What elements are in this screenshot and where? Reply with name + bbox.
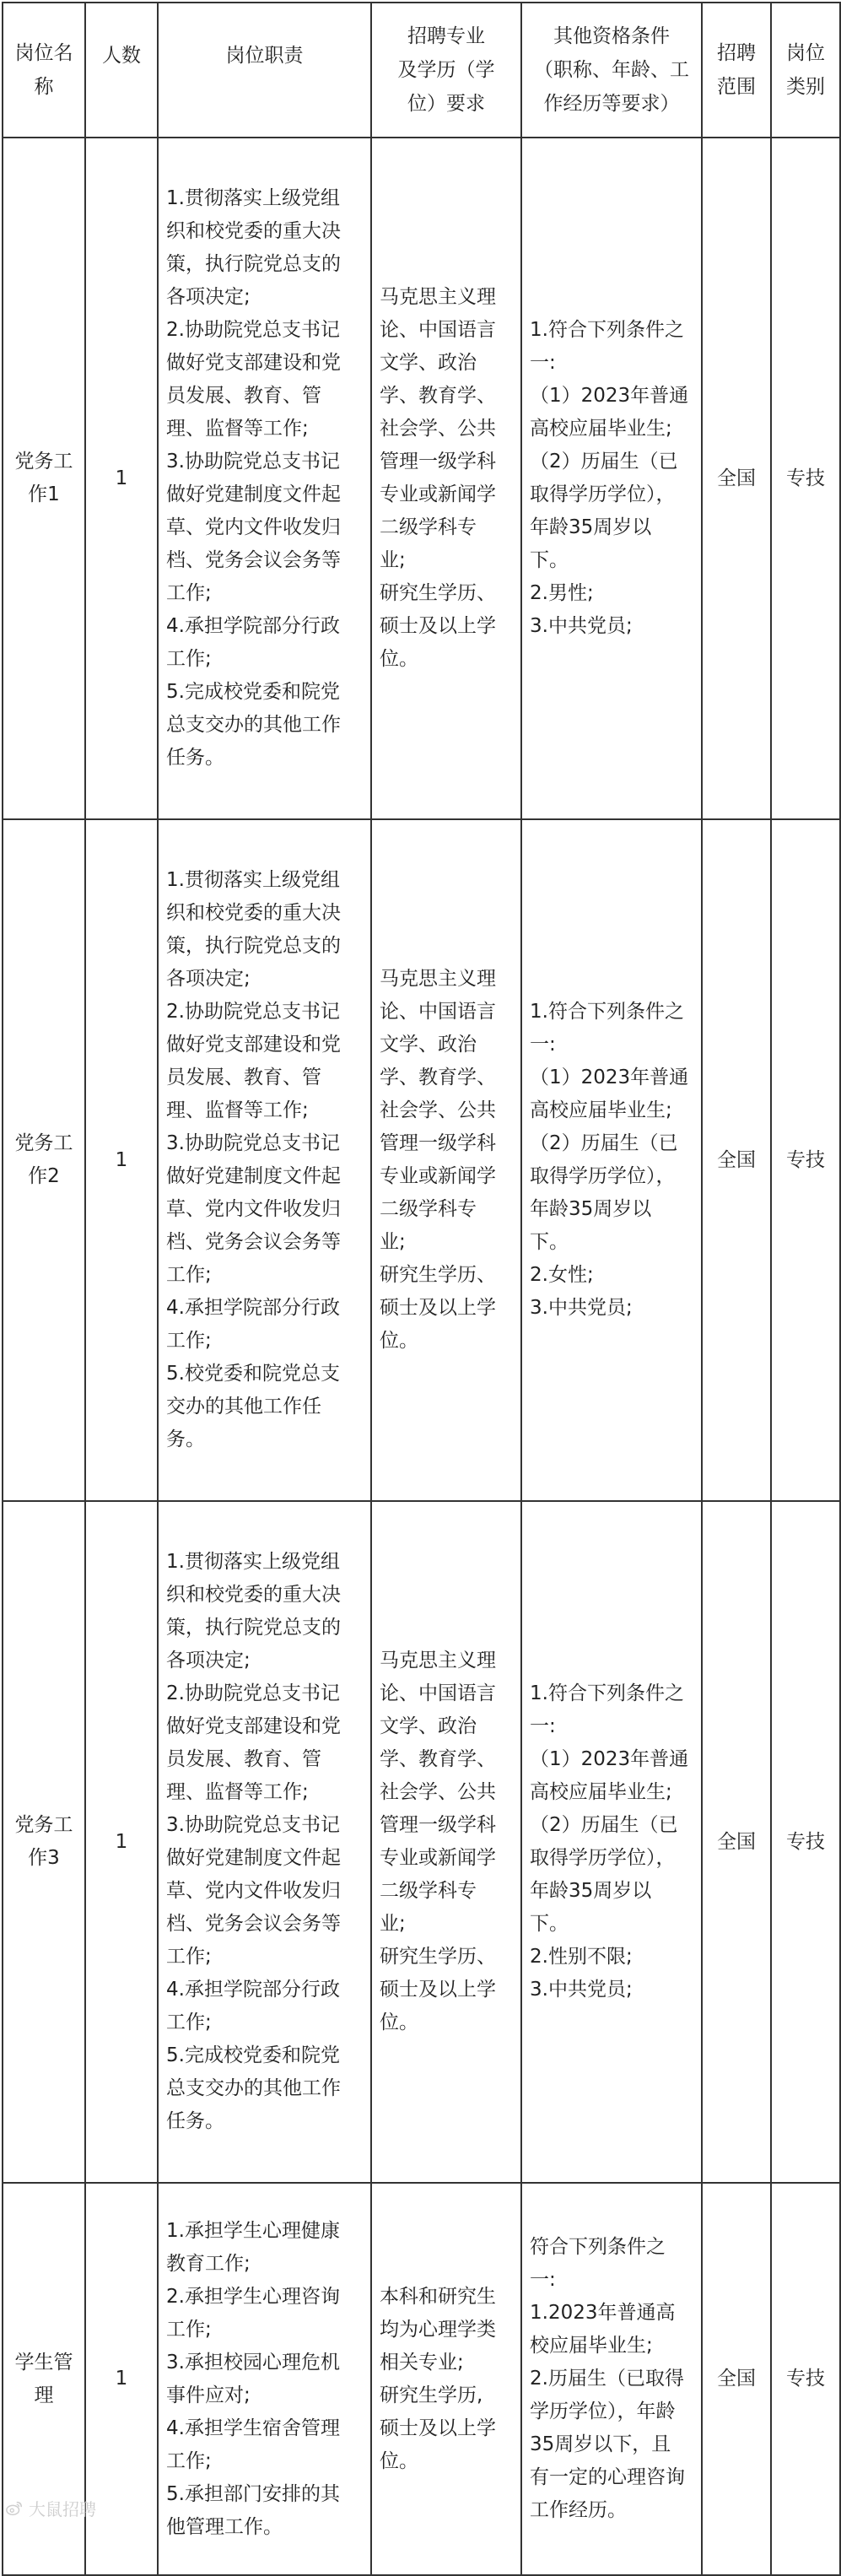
cell-text-line: 3.中共党员; <box>530 1979 633 2001</box>
cell-text-line: 3.中共党员; <box>530 1297 633 1319</box>
cell-text-line: 总支交办的其他工作 <box>166 714 341 736</box>
cell-text-line: 档、党务会议会务等 <box>166 549 341 571</box>
cell-text-line: 2.性别不限; <box>530 1946 633 1968</box>
type-cell: 专技 <box>771 1501 840 2183</box>
cell-text-line: 社会学、公共 <box>380 1099 496 1121</box>
cell-text-line: 二级学科专 <box>380 1880 477 1902</box>
scope-cell: 全国 <box>702 819 771 1501</box>
weibo-logo-icon <box>5 2499 24 2518</box>
table-row <box>3 1501 840 2183</box>
table-header-row <box>3 3 840 138</box>
watermark <box>5 2496 96 2520</box>
cell-text-line: 档、党务会议会务等 <box>166 1913 341 1935</box>
cell-text-line: 任务。 <box>166 2110 224 2132</box>
cell-text-line: 5.完成校党委和院党 <box>166 2044 340 2066</box>
cell-text-line: 3.协助院党总支书记 <box>166 451 340 473</box>
cell-text-line: 事件应对; <box>166 2384 251 2406</box>
type-cell: 专技 <box>771 138 840 819</box>
cell-text-line: 做好党建制度文件起 <box>166 1847 341 1869</box>
cell-text-line: 1.贯彻落实上级党组 <box>166 1551 340 1573</box>
qualifications-cell <box>521 1501 702 2183</box>
cell-text-line: 草、党内文件收发归 <box>166 1880 341 1902</box>
cell-text-line: （2）历届生（已 <box>530 1814 678 1836</box>
table-row <box>3 138 840 819</box>
cell-text-line: 位。 <box>380 648 418 670</box>
cell-text-line: 1.2023年普通高 <box>530 2302 676 2324</box>
cell-text-line: 位。 <box>380 2012 418 2033</box>
cell-text-line: 管理一级学科 <box>380 1814 496 1836</box>
cell-text-line: 策，执行院党总支的 <box>166 1617 341 1639</box>
header-recruit-scope <box>702 3 771 138</box>
cell-text-line: 教育工作; <box>166 2252 251 2275</box>
cell-text-line: 3.承担校园心理危机 <box>166 2351 340 2373</box>
scope-cell: 全国 <box>702 2183 771 2575</box>
cell-text-line: 作3 <box>28 1847 60 1869</box>
position-name-cell <box>3 1501 85 2183</box>
cell-text-line: 均为心理学类 <box>380 2318 496 2341</box>
cell-text-line: 取得学历学位）， <box>530 1847 676 1869</box>
cell-text-line: 年龄35周岁以 <box>530 516 652 538</box>
cell-text-line: 3.协助院党总支书记 <box>166 1132 340 1154</box>
cell-text-line: 工作经历。 <box>530 2499 627 2521</box>
cell-text-line: 二级学科专 <box>380 1198 477 1220</box>
position-name-cell <box>3 819 85 1501</box>
headcount-cell: 1 <box>85 2183 158 2575</box>
cell-text-line: 学、教育学、 <box>380 1067 496 1088</box>
cell-text-line: 管理一级学科 <box>380 1132 496 1154</box>
cell-text-line: 一: <box>530 1034 556 1056</box>
cell-text-line: 文学、政治 <box>380 352 477 374</box>
cell-text-line: 4.承担学生宿舍管理 <box>166 2417 340 2439</box>
major-cell <box>371 138 521 819</box>
cell-text-line: （1）2023年普通 <box>530 1067 689 1088</box>
cell-text-line: 做好党建制度文件起 <box>166 1165 341 1187</box>
cell-text-line: 1.贯彻落实上级党组 <box>166 869 340 891</box>
watermark-text: 大鼠招聘 <box>29 2499 96 2519</box>
cell-text-line: 党务工 <box>14 451 73 473</box>
cell-text-line: 1.符合下列条件之 <box>530 1001 684 1023</box>
cell-text-line: 作2 <box>28 1165 60 1187</box>
cell-text-line: 他管理工作。 <box>166 2515 283 2538</box>
cell-text-line: 一: <box>530 1715 556 1737</box>
cell-text-line: 岗位职责 <box>225 45 304 67</box>
cell-text-line: 工作; <box>166 2012 212 2033</box>
scope-cell: 全国 <box>702 1501 771 2183</box>
recruitment-table <box>2 2 841 2576</box>
cell-text-line: 人数 <box>102 45 141 67</box>
header-position-name <box>3 3 85 138</box>
cell-text-line: 高校应届毕业生; <box>530 1099 672 1121</box>
header-other-qualifications <box>521 3 702 138</box>
duties-cell <box>158 1501 371 2183</box>
cell-text-line: 2.承担学生心理咨询 <box>166 2285 340 2308</box>
cell-text-line: 档、党务会议会务等 <box>166 1231 341 1253</box>
cell-text-line: 任务。 <box>166 747 224 769</box>
cell-text-line: 下。 <box>530 1231 569 1253</box>
header-position-type <box>771 3 840 138</box>
qualifications-cell <box>521 138 702 819</box>
major-cell <box>371 1501 521 2183</box>
cell-text-line: 硕士及以上学 <box>380 2417 496 2439</box>
cell-text-line: 及学历（学 <box>397 59 495 81</box>
cell-text-line: 一: <box>530 352 556 374</box>
cell-text-line: 35周岁以下，且 <box>530 2433 671 2455</box>
cell-text-line: 工作; <box>166 582 212 604</box>
cell-text-line: 年龄35周岁以 <box>530 1198 652 1220</box>
cell-text-line: 位）要求 <box>407 93 485 115</box>
cell-text-line: 2.协助院党总支书记 <box>166 1682 340 1704</box>
cell-text-line: 取得学历学位）， <box>530 483 676 505</box>
cell-text-line: 各项决定; <box>166 1650 251 1671</box>
header-major-education <box>371 3 521 138</box>
cell-text-line: 工作; <box>166 2318 212 2341</box>
cell-text-line: 专业或新闻学 <box>380 483 496 505</box>
cell-text-line: 研究生学历、 <box>380 1264 496 1286</box>
cell-text-line: 织和校党委的重大决 <box>166 220 341 242</box>
cell-text-line: （2）历届生（已 <box>530 1132 678 1154</box>
cell-text-line: 3.协助院党总支书记 <box>166 1814 340 1836</box>
cell-text-line: 工作; <box>166 1330 212 1352</box>
cell-text-line: 业; <box>380 549 406 571</box>
cell-text-line: 策，执行院党总支的 <box>166 935 341 957</box>
position-name-cell <box>3 138 85 819</box>
cell-text-line: 4.承担学院部分行政 <box>166 1979 340 2001</box>
cell-text-line: 党务工 <box>14 1132 73 1154</box>
type-cell: 专技 <box>771 819 840 1501</box>
major-cell <box>371 819 521 1501</box>
cell-text-line: 交办的其他工作任 <box>166 1396 321 1418</box>
cell-text-line: 文学、政治 <box>380 1715 477 1737</box>
cell-text-line: 1.承担学生心理健康 <box>166 2219 340 2242</box>
cell-text-line: 其他资格条件 <box>553 25 670 47</box>
cell-text-line: 草、党内文件收发归 <box>166 516 341 538</box>
cell-text-line: 5.承担部门安排的其 <box>166 2482 340 2505</box>
cell-text-line: 织和校党委的重大决 <box>166 902 341 924</box>
cell-text-line: 2.男性; <box>530 582 594 604</box>
headcount-cell: 1 <box>85 1501 158 2183</box>
cell-text-line: 业; <box>380 1231 406 1253</box>
cell-text-line: 各项决定; <box>166 968 251 990</box>
cell-text-line: 下。 <box>530 549 569 571</box>
cell-text-line: 社会学、公共 <box>380 1781 496 1803</box>
cell-text-line: 员发展、教育、管 <box>166 1067 321 1088</box>
cell-text-line: （2）历届生（已 <box>530 451 678 473</box>
cell-text-line: 研究生学历、 <box>380 1946 496 1968</box>
cell-text-line: 作经历等要求） <box>543 93 680 115</box>
cell-text-line: 岗位名 <box>14 42 73 64</box>
cell-text-line: 1.贯彻落实上级党组 <box>166 187 340 209</box>
cell-text-line: 5.完成校党委和院党 <box>166 681 340 703</box>
cell-text-line: 工作; <box>166 1946 212 1968</box>
cell-text-line: 工作; <box>166 1264 212 1286</box>
cell-text-line: 党务工 <box>14 1814 73 1836</box>
cell-text-line: 专业或新闻学 <box>380 1165 496 1187</box>
qualifications-cell <box>521 2183 702 2575</box>
cell-text-line: 高校应届毕业生; <box>530 418 672 440</box>
qualifications-cell <box>521 819 702 1501</box>
cell-text-line: 学、教育学、 <box>380 1748 496 1770</box>
cell-text-line: 理、监督等工作; <box>166 1781 309 1803</box>
cell-text-line: 5.校党委和院党总支 <box>166 1363 340 1385</box>
cell-text-line: 范围 <box>717 76 756 98</box>
cell-text-line: 作1 <box>28 483 60 505</box>
cell-text-line: 策，执行院党总支的 <box>166 253 341 275</box>
cell-text-line: 硕士及以上学 <box>380 615 496 637</box>
cell-text-line: 4.承担学院部分行政 <box>166 615 340 637</box>
cell-text-line: 2.协助院党总支书记 <box>166 319 340 341</box>
cell-text-line: 下。 <box>530 1913 569 1935</box>
cell-text-line: 马克思主义理 <box>380 286 496 308</box>
table-row <box>3 819 840 1501</box>
cell-text-line: 4.承担学院部分行政 <box>166 1297 340 1319</box>
cell-text-line: 2.女性; <box>530 1264 594 1286</box>
cell-text-line: 招聘 <box>717 42 756 64</box>
cell-text-line: 称 <box>34 76 54 98</box>
cell-text-line: 马克思主义理 <box>380 968 496 990</box>
cell-text-line: 社会学、公共 <box>380 418 496 440</box>
cell-text-line: 论、中国语言 <box>380 319 496 341</box>
cell-text-line: 符合下列条件之 <box>530 2236 666 2258</box>
cell-text-line: 理、监督等工作; <box>166 418 309 440</box>
duties-cell <box>158 819 371 1501</box>
cell-text-line: 理、监督等工作; <box>166 1099 309 1121</box>
cell-text-line: 研究生学历, <box>380 2384 483 2406</box>
cell-text-line: 做好党建制度文件起 <box>166 483 341 505</box>
cell-text-line: 务。 <box>166 1428 205 1450</box>
cell-text-line: 学生管 <box>14 2351 73 2373</box>
cell-text-line: 做好党支部建设和党 <box>166 1715 341 1737</box>
cell-text-line: （职称、年龄、工 <box>534 59 689 81</box>
cell-text-line: 2.协助院党总支书记 <box>166 1001 340 1023</box>
cell-text-line: 员发展、教育、管 <box>166 385 321 407</box>
cell-text-line: 硕士及以上学 <box>380 1297 496 1319</box>
cell-text-line: 理 <box>34 2384 54 2406</box>
cell-text-line: 有一定的心理咨询 <box>530 2466 685 2488</box>
header-headcount <box>85 3 158 138</box>
headcount-cell: 1 <box>85 138 158 819</box>
cell-text-line: 研究生学历、 <box>380 582 496 604</box>
cell-text-line: 本科和研究生 <box>380 2285 496 2308</box>
cell-text-line: 专业或新闻学 <box>380 1847 496 1869</box>
cell-text-line: 1.符合下列条件之 <box>530 319 684 341</box>
cell-text-line: 总支交办的其他工作 <box>166 2077 341 2099</box>
cell-text-line: 各项决定; <box>166 286 251 308</box>
cell-text-line: 工作; <box>166 2449 212 2472</box>
cell-text-line: 3.中共党员; <box>530 615 633 637</box>
cell-text-line: 位。 <box>380 2449 418 2472</box>
cell-text-line: 织和校党委的重大决 <box>166 1584 341 1606</box>
cell-text-line: 二级学科专 <box>380 516 477 538</box>
cell-text-line: 做好党支部建设和党 <box>166 352 341 374</box>
cell-text-line: 1.符合下列条件之 <box>530 1682 684 1704</box>
header-duties <box>158 3 371 138</box>
type-cell: 专技 <box>771 2183 840 2575</box>
cell-text-line: 相关专业; <box>380 2351 464 2373</box>
cell-text-line: 管理一级学科 <box>380 451 496 473</box>
scope-cell: 全国 <box>702 138 771 819</box>
table-row <box>3 2183 840 2575</box>
cell-text-line: 业; <box>380 1913 406 1935</box>
cell-text-line: 学历学位），年龄 <box>530 2400 676 2422</box>
cell-text-line: 做好党支部建设和党 <box>166 1034 341 1056</box>
cell-text-line: 草、党内文件收发归 <box>166 1198 341 1220</box>
cell-text-line: 学、教育学、 <box>380 385 496 407</box>
cell-text-line: 马克思主义理 <box>380 1650 496 1671</box>
cell-text-line: 取得学历学位）， <box>530 1165 676 1187</box>
cell-text-line: 论、中国语言 <box>380 1682 496 1704</box>
cell-text-line: 硕士及以上学 <box>380 1979 496 2001</box>
cell-text-line: 论、中国语言 <box>380 1001 496 1023</box>
cell-text-line: 年龄35周岁以 <box>530 1880 652 1902</box>
duties-cell <box>158 138 371 819</box>
cell-text-line: （1）2023年普通 <box>530 385 689 407</box>
cell-text-line: 一: <box>530 2269 556 2291</box>
cell-text-line: 2.历届生（已取得 <box>530 2368 684 2390</box>
cell-text-line: 校应届毕业生; <box>530 2335 653 2357</box>
cell-text-line: 招聘专业 <box>407 25 485 47</box>
cell-text-line: 工作; <box>166 648 212 670</box>
major-cell <box>371 2183 521 2575</box>
cell-text-line: 员发展、教育、管 <box>166 1748 321 1770</box>
headcount-cell: 1 <box>85 819 158 1501</box>
cell-text-line: 文学、政治 <box>380 1034 477 1056</box>
cell-text-line: 类别 <box>786 76 825 98</box>
duties-cell <box>158 2183 371 2575</box>
cell-text-line: （1）2023年普通 <box>530 1748 689 1770</box>
cell-text-line: 位。 <box>380 1330 418 1352</box>
cell-text-line: 岗位 <box>786 42 825 64</box>
cell-text-line: 高校应届毕业生; <box>530 1781 672 1803</box>
